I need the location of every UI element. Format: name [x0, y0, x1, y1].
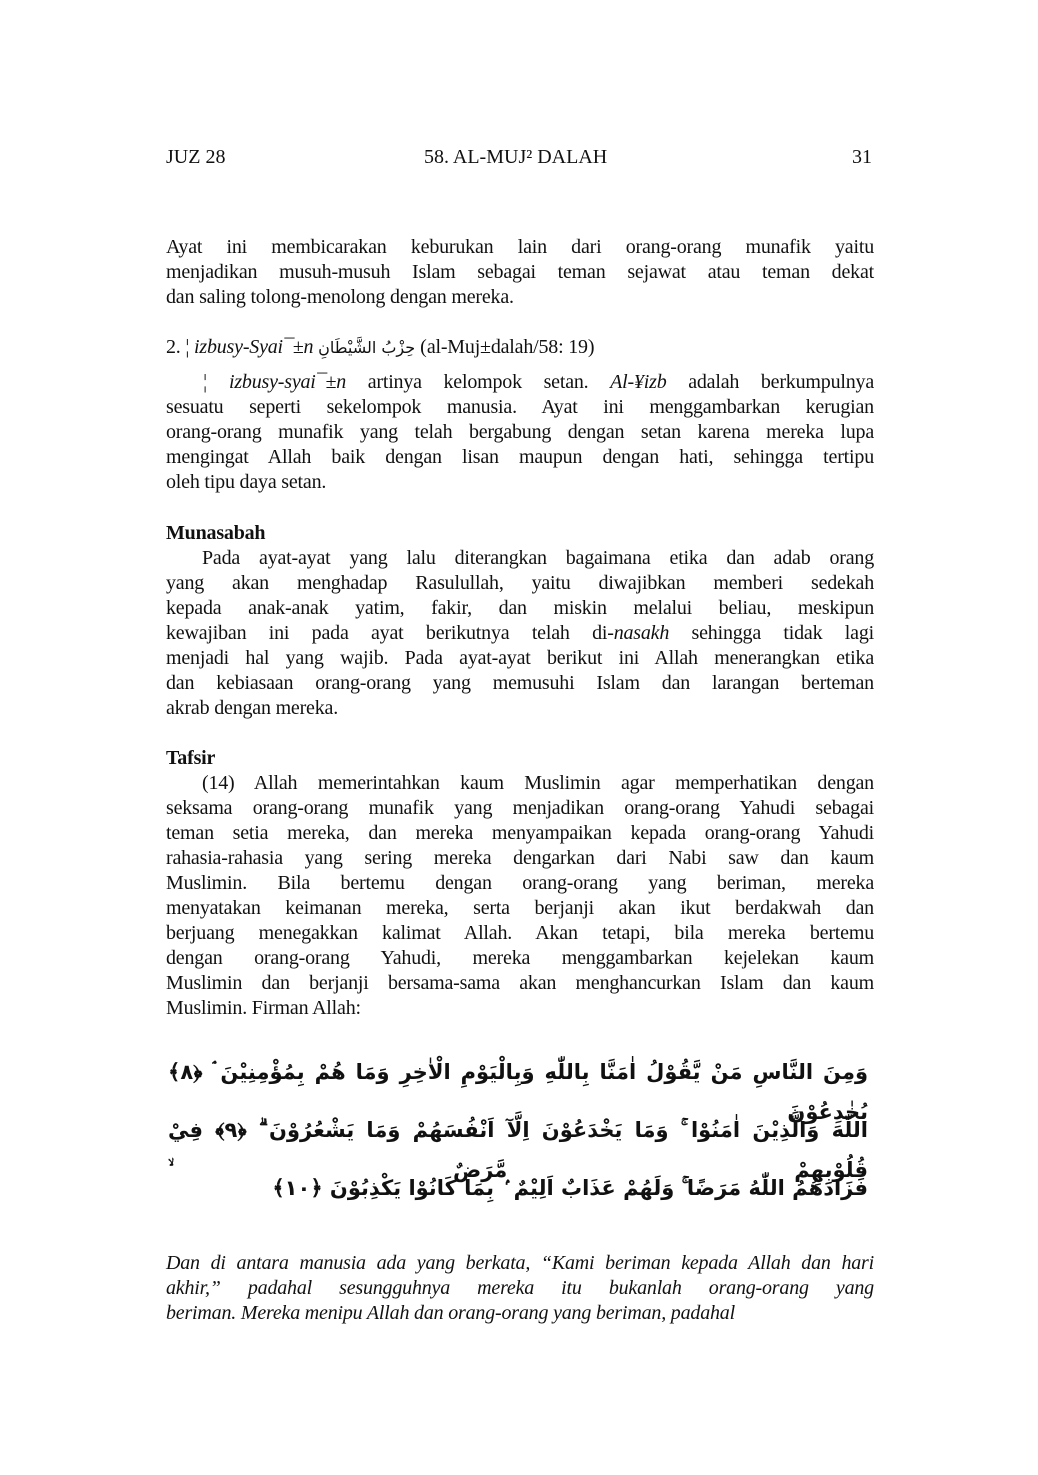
text-segment: teman setia mereka, dan mereka menyampaikan kepada orang-orang Yahudi [166, 822, 874, 844]
text-line [166, 821, 874, 846]
text-segment: kewajiban ini pada ayat berikutnya telah di- [166, 622, 614, 644]
text-segment: berjuang menegakkan kalimat Allah. Akan tetapi, bila mereka bertemu [166, 922, 874, 944]
text-line [166, 1251, 874, 1276]
text-segment: (14) Allah memerintahkan kaum Muslimin agar memperhatikan dengan [202, 772, 874, 794]
verse-line: فَزَادَهُمُ اللّٰهُ مَرَضًا ۚ وَلَهُمْ عَذَابٌ اَلِيْمٌ ۢ بِمَا كَانُوْا يَكْذِبُوْنَ ﴿١٠﴾ [272, 1176, 868, 1200]
text-segment: kepada anak-anak yatim, fakir, dan miskin melalui beliau, meskipun [166, 597, 874, 619]
text-line [166, 596, 874, 621]
text-line [166, 445, 874, 470]
text-line [166, 285, 874, 310]
text-line [166, 335, 874, 360]
text-segment: sehingga tidak lagi [669, 622, 874, 644]
text-segment: Muslimin dan berjanji bersama-sama akan menghancurkan Islam dan kaum [166, 972, 874, 994]
verse-line: اللّٰهَ وَالَّذِيْنَ اٰمَنُوْا ۚ وَمَا يَخْدَعُوْنَ اِلَّآ اَنْفُسَهُمْ وَمَا يَشْعُرُوْنَ ۗ ﴿٩﴾ فِيْ قُلُوْبِهِمْ مَّرَضٌ ۙ [168, 1118, 868, 1182]
text-line [166, 470, 874, 495]
text-line [166, 395, 874, 420]
surah-title: 58. AL-MUJ² DALAH [424, 146, 608, 168]
text-segment: dan kebiasaan orang-orang yang memusuhi Islam dan larangan berteman [166, 672, 874, 694]
text-line [166, 696, 874, 721]
text-line [166, 260, 874, 285]
text-segment: menjadikan musuh-musuh Islam sebagai teman sejawat atau teman dekat [166, 261, 874, 283]
text-line [166, 671, 874, 696]
text-line [166, 235, 874, 260]
text-line [166, 846, 874, 871]
section-heading: Munasabah [166, 522, 266, 544]
text-line [166, 370, 874, 395]
page-number: 31 [852, 146, 872, 168]
text-segment: Dan di antara manusia ada yang berkata, “Kami beriman kepada Allah dan hari [166, 1252, 874, 1274]
arabic-term: حِزْبُ الشَّيْطَانِ [318, 338, 416, 357]
text-line [166, 521, 874, 546]
text-segment: oleh tipu daya setan. [166, 471, 327, 493]
italic-term: nasakh [613, 622, 670, 644]
text-line [166, 946, 874, 971]
text-line [166, 1301, 874, 1326]
section-heading: Tafsir [166, 747, 216, 769]
text-segment: seksama orang-orang munafik yang menjadikan orang-orang Yahudi sebagai [166, 797, 874, 819]
italic-term: Al-¥izb [610, 371, 667, 393]
text-line [166, 571, 874, 596]
juz-label: JUZ 28 [166, 146, 226, 168]
text-segment: dengan orang-orang Yahudi, mereka menggambarkan kejelekan kaum [166, 947, 874, 969]
text-line [166, 746, 874, 771]
text-segment: artinya kelompok setan. [346, 371, 611, 393]
text-segment: Ayat ini membicarakan keburukan lain dari orang-orang munafik yaitu [166, 236, 874, 258]
text-segment: rahasia-rahasia yang sering mereka dengarkan dari Nabi saw dan kaum [166, 847, 874, 869]
text-line [166, 646, 874, 671]
text-line [166, 896, 874, 921]
text-segment: Muslimin. Bila bertemu dengan orang-orang yang beriman, mereka [166, 872, 874, 894]
text-segment: orang-orang munafik yang telah bergabung dengan setan karena mereka lupa [166, 421, 874, 443]
italic-term: ¦ izbusy-syai¯±n [202, 371, 347, 393]
text-segment: menjadi hal yang wajib. Pada ayat-ayat berikut ini Allah menerangkan etika [166, 647, 874, 669]
text-line [166, 796, 874, 821]
text-segment: dan saling tolong-menolong dengan mereka. [166, 286, 514, 308]
text-segment: Muslimin. Firman Allah: [166, 997, 361, 1019]
text-segment: (al-Muj±dalah/58: 19) [415, 336, 595, 358]
text-segment: akrab dengan mereka. [166, 697, 339, 719]
text-line [166, 771, 874, 796]
text-line [166, 1276, 874, 1301]
text-segment: beriman. Mereka menipu Allah dan orang-orang yang beriman, padahal [166, 1302, 735, 1324]
text-segment: sesuatu seperti sekelompok manusia. Ayat ini menggambarkan kerugian [166, 396, 874, 418]
text-line [166, 871, 874, 896]
text-segment: yang akan menghadap Rasulullah, yaitu diwajibkan memberi sedekah [166, 572, 874, 594]
text-segment: 2. ¦ [166, 336, 195, 358]
text-line [166, 621, 874, 646]
text-segment: adalah berkumpulnya [666, 371, 874, 393]
verse-line: وَمِنَ النَّاسِ مَنْ يَّقُوْلُ اٰمَنَّا بِاللّٰهِ وَبِالْيَوْمِ الْاٰخِرِ وَمَا هُمْ بِمُؤْمِنِيْنَ ۘ ﴿٨﴾ يُخٰدِعُوْنَ [168, 1060, 868, 1124]
text-line [166, 420, 874, 445]
text-line [166, 921, 874, 946]
text-segment: menyatakan keimanan mereka, serta berjanji akan ikut berdakwah dan [166, 897, 874, 919]
italic-term: izbusy-Syai¯±n [194, 336, 314, 358]
text-line [166, 996, 874, 1021]
text-segment: Pada ayat-ayat yang lalu diterangkan bagaimana etika dan adab orang [202, 547, 874, 569]
text-line [166, 971, 874, 996]
text-segment: mengingat Allah baik dengan lisan maupun dengan hati, sehingga tertipu [166, 446, 874, 468]
text-line [166, 546, 874, 571]
text-segment: akhir,” padahal sesungguhnya mereka itu bukanlah orang-orang yang [166, 1277, 874, 1299]
